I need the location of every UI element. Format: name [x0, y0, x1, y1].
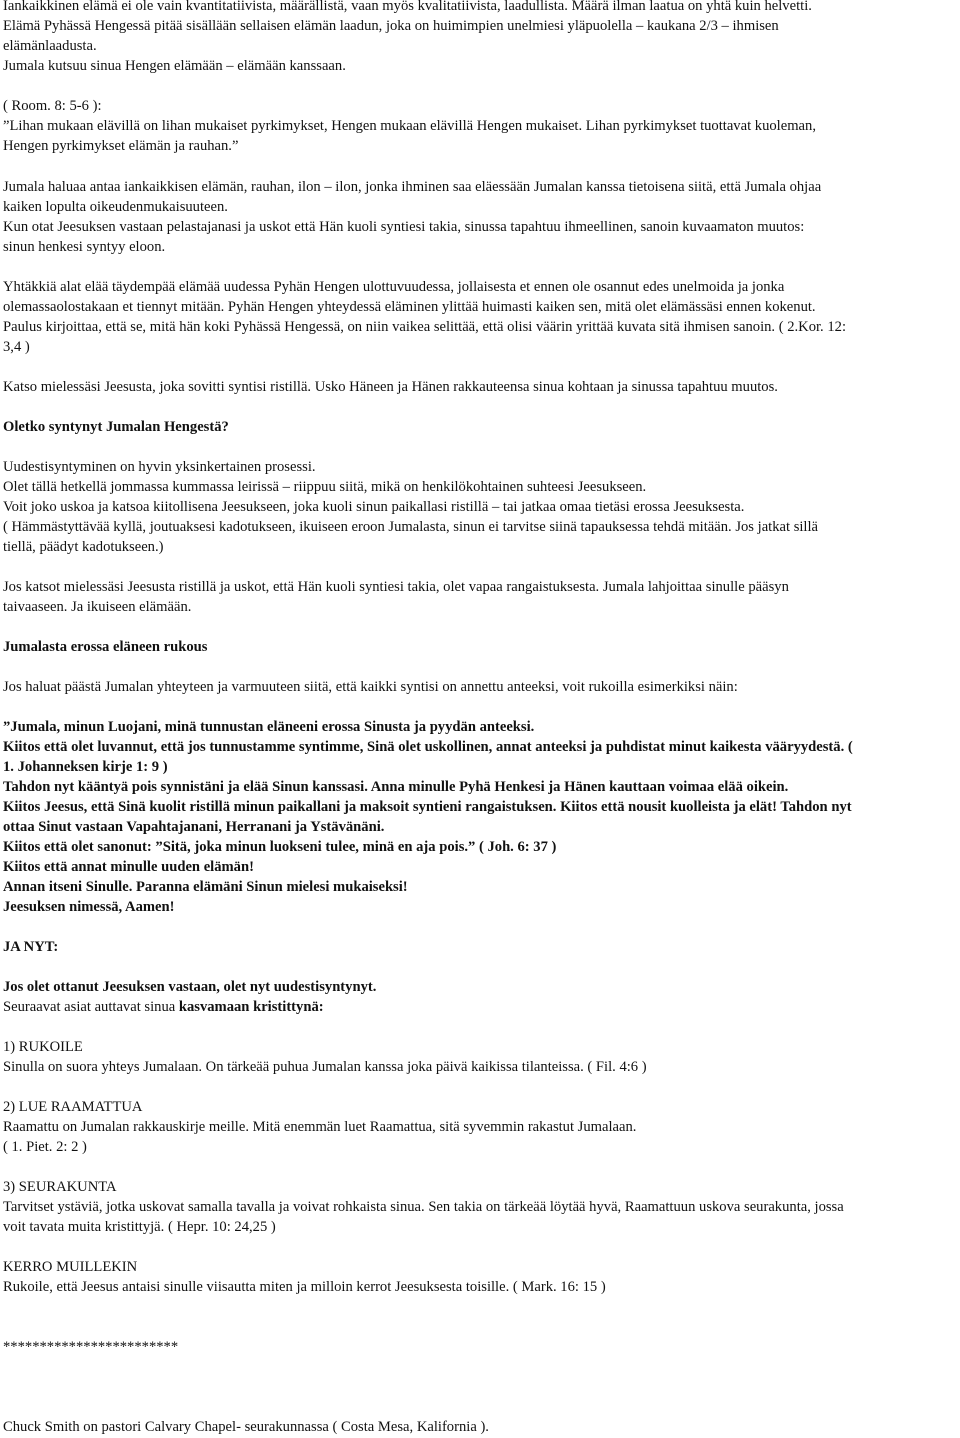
body-line: Jumala kutsuu sinua Hengen elämään – elämään kanssaan. — [3, 58, 346, 74]
prayer-line: Kiitos Jeesus, että Sinä kuolit ristillä minun paikallani ja maksoit syntieni rangaistuksen. Kiitos että nousit kuolleista ja elät! Tahdon nyt — [3, 799, 852, 815]
body-line: Voit joko uskoa ja katsoa kiitollisena Jeesukseen, joka kuoli sinun paikallasi ristillä – tai jatkaa omaa tietäsi erossa Jeesuksesta. — [3, 499, 745, 515]
body-line: Paulus kirjoittaa, että se, mitä hän koki Pyhässä Hengessä, on niin vaikea selittää, että olisi väärin yrittää kuvata sitä ihmisen sanoin. ( 2.Kor. 12: — [3, 319, 847, 335]
bible-quote: ”Lihan mukaan elävillä on lihan mukaiset pyrkimykset, Hengen mukaan elävillä Hengen mukaiset. Lihan pyrkimykset tuottavat kuoleman, — [3, 118, 816, 134]
section-heading: Oletko syntynyt Jumalan Hengestä? — [3, 419, 229, 435]
body-line: Olet tällä hetkellä jommassa kummassa leirissä – riippuu siitä, mikä on henkilökohtainen suhteesi Jeesukseen. — [3, 479, 647, 495]
author-note: Chuck Smith on pastori Calvary Chapel- seurakunnassa ( Costa Mesa, Kalifornia ). — [3, 1419, 489, 1435]
body-line: Jos katsot mielessäsi Jeesusta ristillä ja uskot, että Hän kuoli syntiesi takia, olet vapaa rangaistuksesta. Jumala lahjoittaa sinulle pääsyn — [3, 579, 789, 595]
prayer-line: Kiitos että olet luvannut, että jos tunnustamme syntimme, Sinä olet uskollinen, annat anteeksi ja puhdistat minut kaikesta vääryydestä. ( — [3, 739, 853, 755]
body-line: Tarvitset ystäviä, jotka uskovat samalla tavalla ja voivat rohkaista sinua. Sen takia on tärkeää löytää hyvä, Raamattuun uskova seurakunta, jossa — [3, 1199, 844, 1215]
prayer-line: Annan itseni Sinulle. Paranna elämäni Sinun mielesi mukaiseksi! — [3, 879, 408, 895]
body-line: Yhtäkkiä alat elää täydempää elämää uudessa Pyhän Hengen ulottuvuudessa, jollaisesta et ennen ole osannut edes unelmoida ja jonka — [3, 279, 785, 295]
body-line: olemassaolostakaan et tiennyt mitään. Pyhän Hengen yhteydessä eläminen ylittää huimasti kaiken sen, mitä olet elämässäsi ennen kokenut. — [3, 299, 816, 315]
prayer-line: Kiitos että annat minulle uuden elämän! — [3, 859, 254, 875]
body-line: elämänlaadusta. — [3, 38, 97, 54]
body-line: Elämä Pyhässä Hengessä pitää sisällään sellaisen elämän laadun, joka on huimimpien unelmiesi yläpuolella – kaukana 2/3 – ihmisen — [3, 18, 779, 34]
body-line: Raamattu on Jumalan rakkauskirje meille. Mitä enemmän luet Raamattua, sitä syvemmin rakastut Jumalaan. — [3, 1119, 637, 1135]
body-line: Rukoile, että Jeesus antaisi sinulle viisautta miten ja milloin kerrot Jeesuksesta toisille. ( Mark. 16: 15 ) — [3, 1279, 606, 1295]
list-heading: 1) RUKOILE — [3, 1039, 83, 1055]
prayer-line: Tahdon nyt kääntyä pois synnistäni ja elää Sinun kanssasi. Anna minulle Pyhä Henkesi ja Hänen kauttaan voimaa elää oikein. — [3, 779, 789, 795]
body-line: Jumala haluaa antaa iankaikkisen elämän, rauhan, ilon – ilon, jonka ihminen saa eläessään Jumalan kanssa tietoisena siitä, että Jumala ohjaa — [3, 179, 822, 195]
body-line: Jos haluat päästä Jumalan yhteyteen ja varmuuteen siitä, että kaikki syntisi on annettu anteeksi, voit rukoilla esimerkiksi näin: — [3, 679, 738, 695]
section-heading: Jumalasta erossa eläneen rukous — [3, 639, 208, 655]
text-line: Iankaikkinen elämä ei ole vain kvantitatiivista, määrällistä, vaan myös kvalitatiivista, laadullista. Määrä ilman laatua on yhtä kuin helvetti. — [3, 0, 812, 14]
body-line: Jos olet ottanut Jeesuksen vastaan, olet nyt uudestisyntynyt. — [3, 979, 377, 995]
body-line — [3, 998, 324, 1018]
body-line: taivaaseen. Ja ikuiseen elämään. — [3, 599, 192, 615]
list-heading: 3) SEURAKUNTA — [3, 1179, 117, 1195]
asterisk-separator: ************************ — [3, 1339, 179, 1355]
body-line: 3,4 ) — [3, 339, 30, 355]
bible-quote: Hengen pyrkimykset elämän ja rauhan.” — [3, 138, 239, 154]
body-line: sinun henkesi syntyy eloon. — [3, 239, 166, 255]
body-line: Katso mielessäsi Jeesusta, joka sovitti syntisi ristillä. Usko Häneen ja Hänen rakkauteensa sinua kohtaan ja sinussa tapahtuu muutos. — [3, 379, 778, 395]
body-line: kaiken lopulta oikeudenmukaisuuteen. — [3, 199, 228, 215]
prayer-line: Jeesuksen nimessä, Aamen! — [3, 899, 175, 915]
body-line: tiellä, päädyt kadotukseen.) — [3, 539, 164, 555]
emphasis-text: kasvamaan kristittynä: — [178, 999, 324, 1015]
prayer-line: ”Jumala, minun Luojani, minä tunnustan eläneeni erossa Sinusta ja pyydän anteeksi. — [3, 719, 535, 735]
body-line: Kun otat Jeesuksen vastaan pelastajanasi ja uskot että Hän kuoli syntiesi takia, sinussa tapahtuu ihmeellinen, sanoin kuvaamaton muutos: — [3, 219, 805, 235]
body-line: Sinulla on suora yhteys Jumalaan. On tärkeää puhua Jumalan kanssa joka päivä kaikissa tilanteissa. ( Fil. 4:6 ) — [3, 1059, 647, 1075]
bible-reference: ( Room. 8: 5-6 ): — [3, 98, 102, 114]
body-line: Uudestisyntyminen on hyvin yksinkertainen prosessi. — [3, 459, 316, 475]
prayer-line: 1. Johanneksen kirje 1: 9 ) — [3, 759, 168, 775]
prayer-line: Kiitos että olet sanonut: ”Sitä, joka minun luokseni tulee, minä en aja pois.” ( Joh. 6: 37 ) — [3, 839, 557, 855]
prayer-line: ottaa Sinut vastaan Vapahtajanani, Herranani ja Ystävänäni. — [3, 819, 385, 835]
body-line: ( 1. Piet. 2: 2 ) — [3, 1139, 87, 1155]
section-heading: JA NYT: — [3, 939, 59, 955]
body-text: Seuraavat asiat auttavat sinua — [3, 999, 179, 1015]
list-heading: KERRO MUILLEKIN — [3, 1259, 138, 1275]
body-line: ( Hämmästyttävää kyllä, joutuaksesi kadotukseen, ikuiseen eroon Jumalasta, sinun ei tarvitse siinä tapauksessa tehdä mitään. Jos jatkat sillä — [3, 519, 819, 535]
body-line: voit tavata muita kristittyjä. ( Hepr. 10: 24,25 ) — [3, 1219, 276, 1235]
list-heading: 2) LUE RAAMATTUA — [3, 1099, 143, 1115]
